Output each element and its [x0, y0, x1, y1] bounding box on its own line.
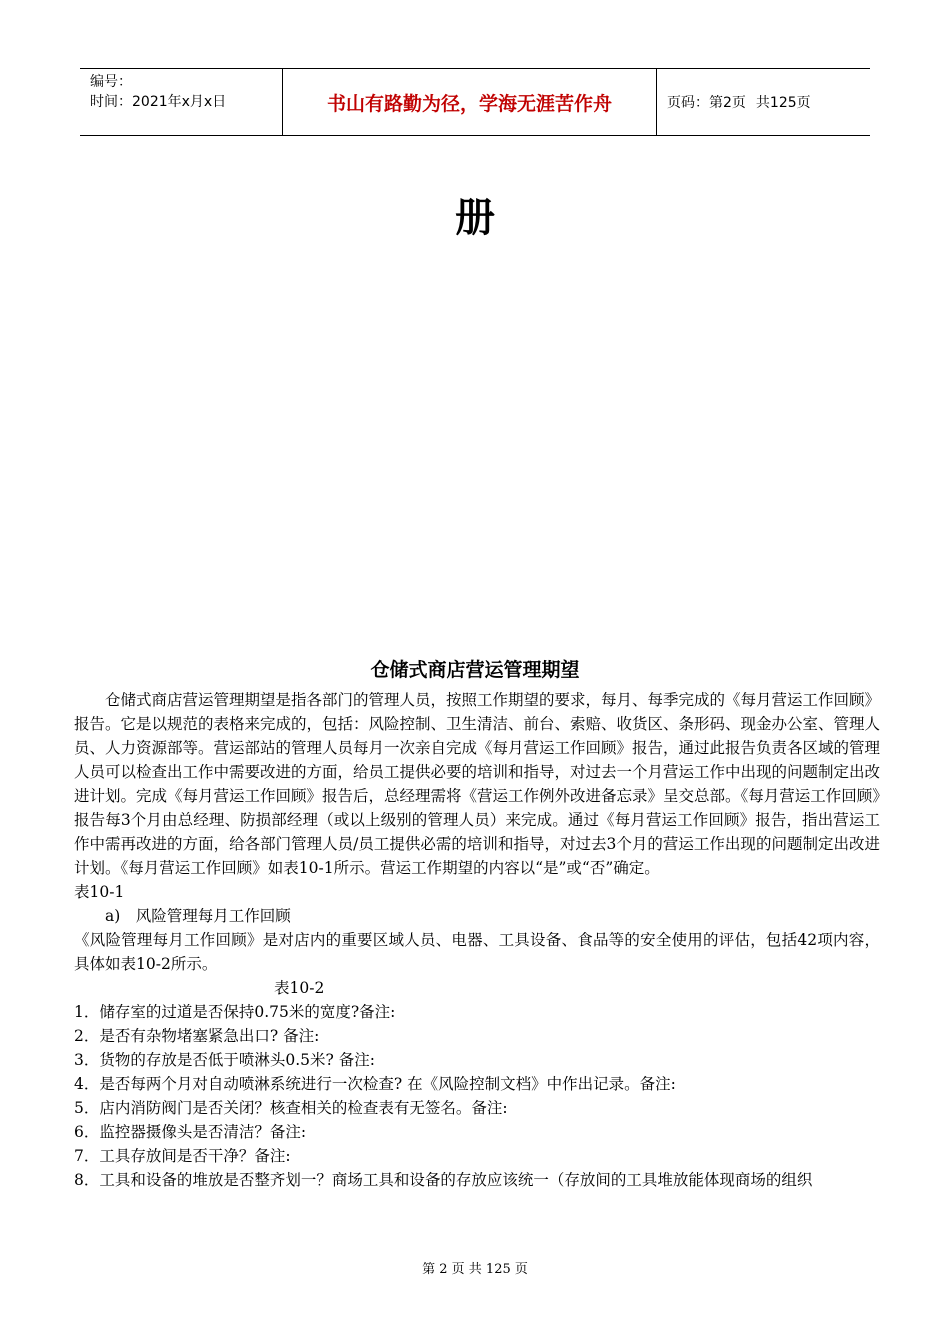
table-label-10-2: 表10-2: [274, 979, 325, 997]
list-item: 5．店内消防阀门是否关闭？核查相关的检查表有无签名。备注:: [74, 1099, 508, 1117]
list-item: 2．是否有杂物堵塞紧急出口? 备注:: [74, 1027, 320, 1045]
document-title: 仓储式商店营运管理期望: [370, 659, 580, 681]
page-number: 页码：第2页: [667, 95, 746, 111]
document-body: [74, 688, 880, 1192]
section-a-heading: a) 风险管理每月工作回顾: [105, 907, 291, 925]
list-item: 7．工具存放间是否干净？备注:: [74, 1147, 291, 1165]
total-pages: 共125页: [755, 95, 811, 111]
number-label: 编号：: [90, 74, 132, 90]
header-left-cell: [80, 69, 282, 135]
list-item: 1．储存室的过道是否保持0.75米的宽度?备注:: [74, 1003, 396, 1021]
large-character: 册: [455, 195, 495, 241]
table-label-10-1: 表10-1: [74, 883, 125, 901]
list-item: 6．监控器摄像头是否清洁？备注:: [74, 1123, 307, 1141]
header-motto: 书山有路勤为径，学海无涯苦作舟: [282, 69, 657, 135]
list-item: 8．工具和设备的堆放是否整齐划一？商场工具和设备的存放应该统一（存放间的工具堆放能体现商场的组织: [74, 1171, 813, 1189]
list-item: 4．是否每两个月对自动喷淋系统进行一次检查? 在《风险控制文档》中作出记录。备注:: [74, 1075, 676, 1093]
intro-paragraph: 仓储式商店营运管理期望是指各部门的管理人员，按照工作期望的要求，每月、每季完成的《每月营运工作回顾》报告。它是以规范的表格来完成的，包括：风险控制、卫生清洁、前台、索赔、收货区、条形码、现金办公室、管理人员、人力资源部等。营运部站的管理人员每月一次亲自完成《每月营运工作回顾》报告，通过此报告负责各区域的管理人员可以检查出工作中需要改进的方面，给员工提供必要的培训和指导，对过去一个月营运工作中出现的问题制定出改进计划。完成《每月营运工作回顾》报告后，总经理需将《营运工作例外改进备忘录》呈交总部。《每月营运工作回顾》报告每3个月由总经理、防损部经理（或以上级别的管理人员）来完成。通过《每月营运工作回顾》报告，指出营运工作中需再改进的方面，给各部门管理人员/员工提供必需的培训和指导，对过去3个月的营运工作出现的问题制定出改进计划。《每月营运工作回顾》如表10-1所示。营运工作期望的内容以“是”或“否”确定。: [74, 691, 881, 877]
section-a-description: 《风险管理每月工作回顾》是对店内的重要区域人员、电器、工具设备、食品等的安全使用的评估，包括42项内容，具体如表10-2所示。: [74, 931, 880, 973]
page-footer: 第 2 页 共 125 页: [422, 1262, 528, 1277]
header-page-info: [657, 69, 870, 135]
date-label: 时间：2021年x月x日: [90, 94, 227, 110]
page-header: [80, 68, 870, 136]
list-item: 3．货物的存放是否低于喷淋头0.5米? 备注:: [74, 1051, 375, 1069]
